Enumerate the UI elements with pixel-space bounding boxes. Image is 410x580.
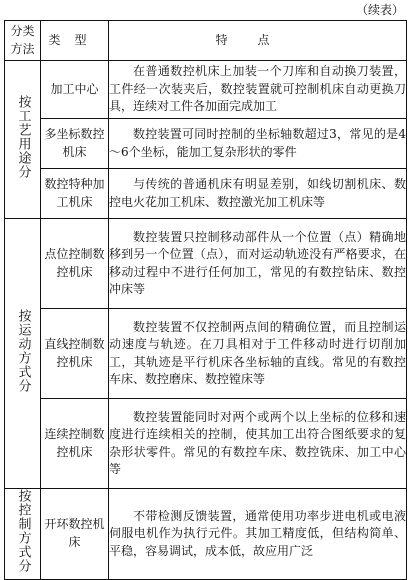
table-row: [5, 399, 407, 489]
header-features: 特点: [109, 21, 407, 61]
category-label: 按工艺用途分: [15, 94, 31, 179]
header-type: 类型: [41, 21, 109, 61]
continued-label: （续表）: [355, 3, 404, 17]
type-cell: 开环数控机床: [41, 489, 109, 580]
description-cell: 数控装置只控制移动部件从一个位置（点）精确地移到另一个位置（点），而对运动轨迹没有严格要求，在移动过程中不进行任何加工，常见的有数控钻床、数控冲床等: [109, 219, 407, 309]
category-label: 按控制方式分: [15, 489, 31, 573]
machine-classification-table: [4, 20, 407, 580]
category-cell: [5, 489, 41, 580]
description-cell: 数控装置能同时对两个或两个以上坐标的位移和速度进行连续相关的控制，使其加工出符合图纸要求的复杂形状零件。常见的有数控车床、数控铣床、加工中心等: [109, 399, 407, 489]
description-cell: 不带检测反馈装置，通常使用功率步进电机或电液伺服电机作为执行元件。其加工精度低，但结构简单、平稳，容易调试，成本低，故应用广泛: [109, 489, 407, 580]
type-cell: 直线控制数控机床: [41, 309, 109, 399]
type-cell: 连续控制数控机床: [41, 399, 109, 489]
type-cell: 点位控制数控机床: [41, 219, 109, 309]
category-label: 按运动方式分: [15, 308, 31, 393]
table-row: [5, 309, 407, 399]
header-row: [5, 21, 407, 61]
table-row: [5, 169, 407, 219]
type-cell: 多坐标数控机床: [41, 119, 109, 169]
category-cell: [5, 61, 41, 219]
table-row: [5, 219, 407, 309]
table-row: [5, 489, 407, 580]
description-cell: 数控装置不仅控制两点间的精确位置，而且控制运动速度与轨迹。在刀具相对于工件移动时进行切削加工，其轨迹是平行机床各坐标轴的直线。常见的有数控车床、数控磨床、数控镗床等: [109, 309, 407, 399]
description-cell: 数控装置可同时控制的坐标轴数超过3，常见的是4～6个坐标，能加工复杂形状的零件: [109, 119, 407, 169]
type-cell: 加工中心: [41, 61, 109, 119]
table-row: [5, 61, 407, 119]
header-category: 分类方法: [5, 21, 41, 61]
description-cell: 在普通数控机床上加装一个刀库和自动换刀装置，工件经一次装夹后，数控装置就可控制机床自动更换刀具，连续对工件各加面完成加工: [109, 61, 407, 119]
type-cell: 数控特种加工机床: [41, 169, 109, 219]
description-cell: 与传统的普通机床有明显差别，如线切割机床、数控电火花加工机床、数控激光加工机床等: [109, 169, 407, 219]
category-cell: [5, 219, 41, 489]
table-row: [5, 119, 407, 169]
